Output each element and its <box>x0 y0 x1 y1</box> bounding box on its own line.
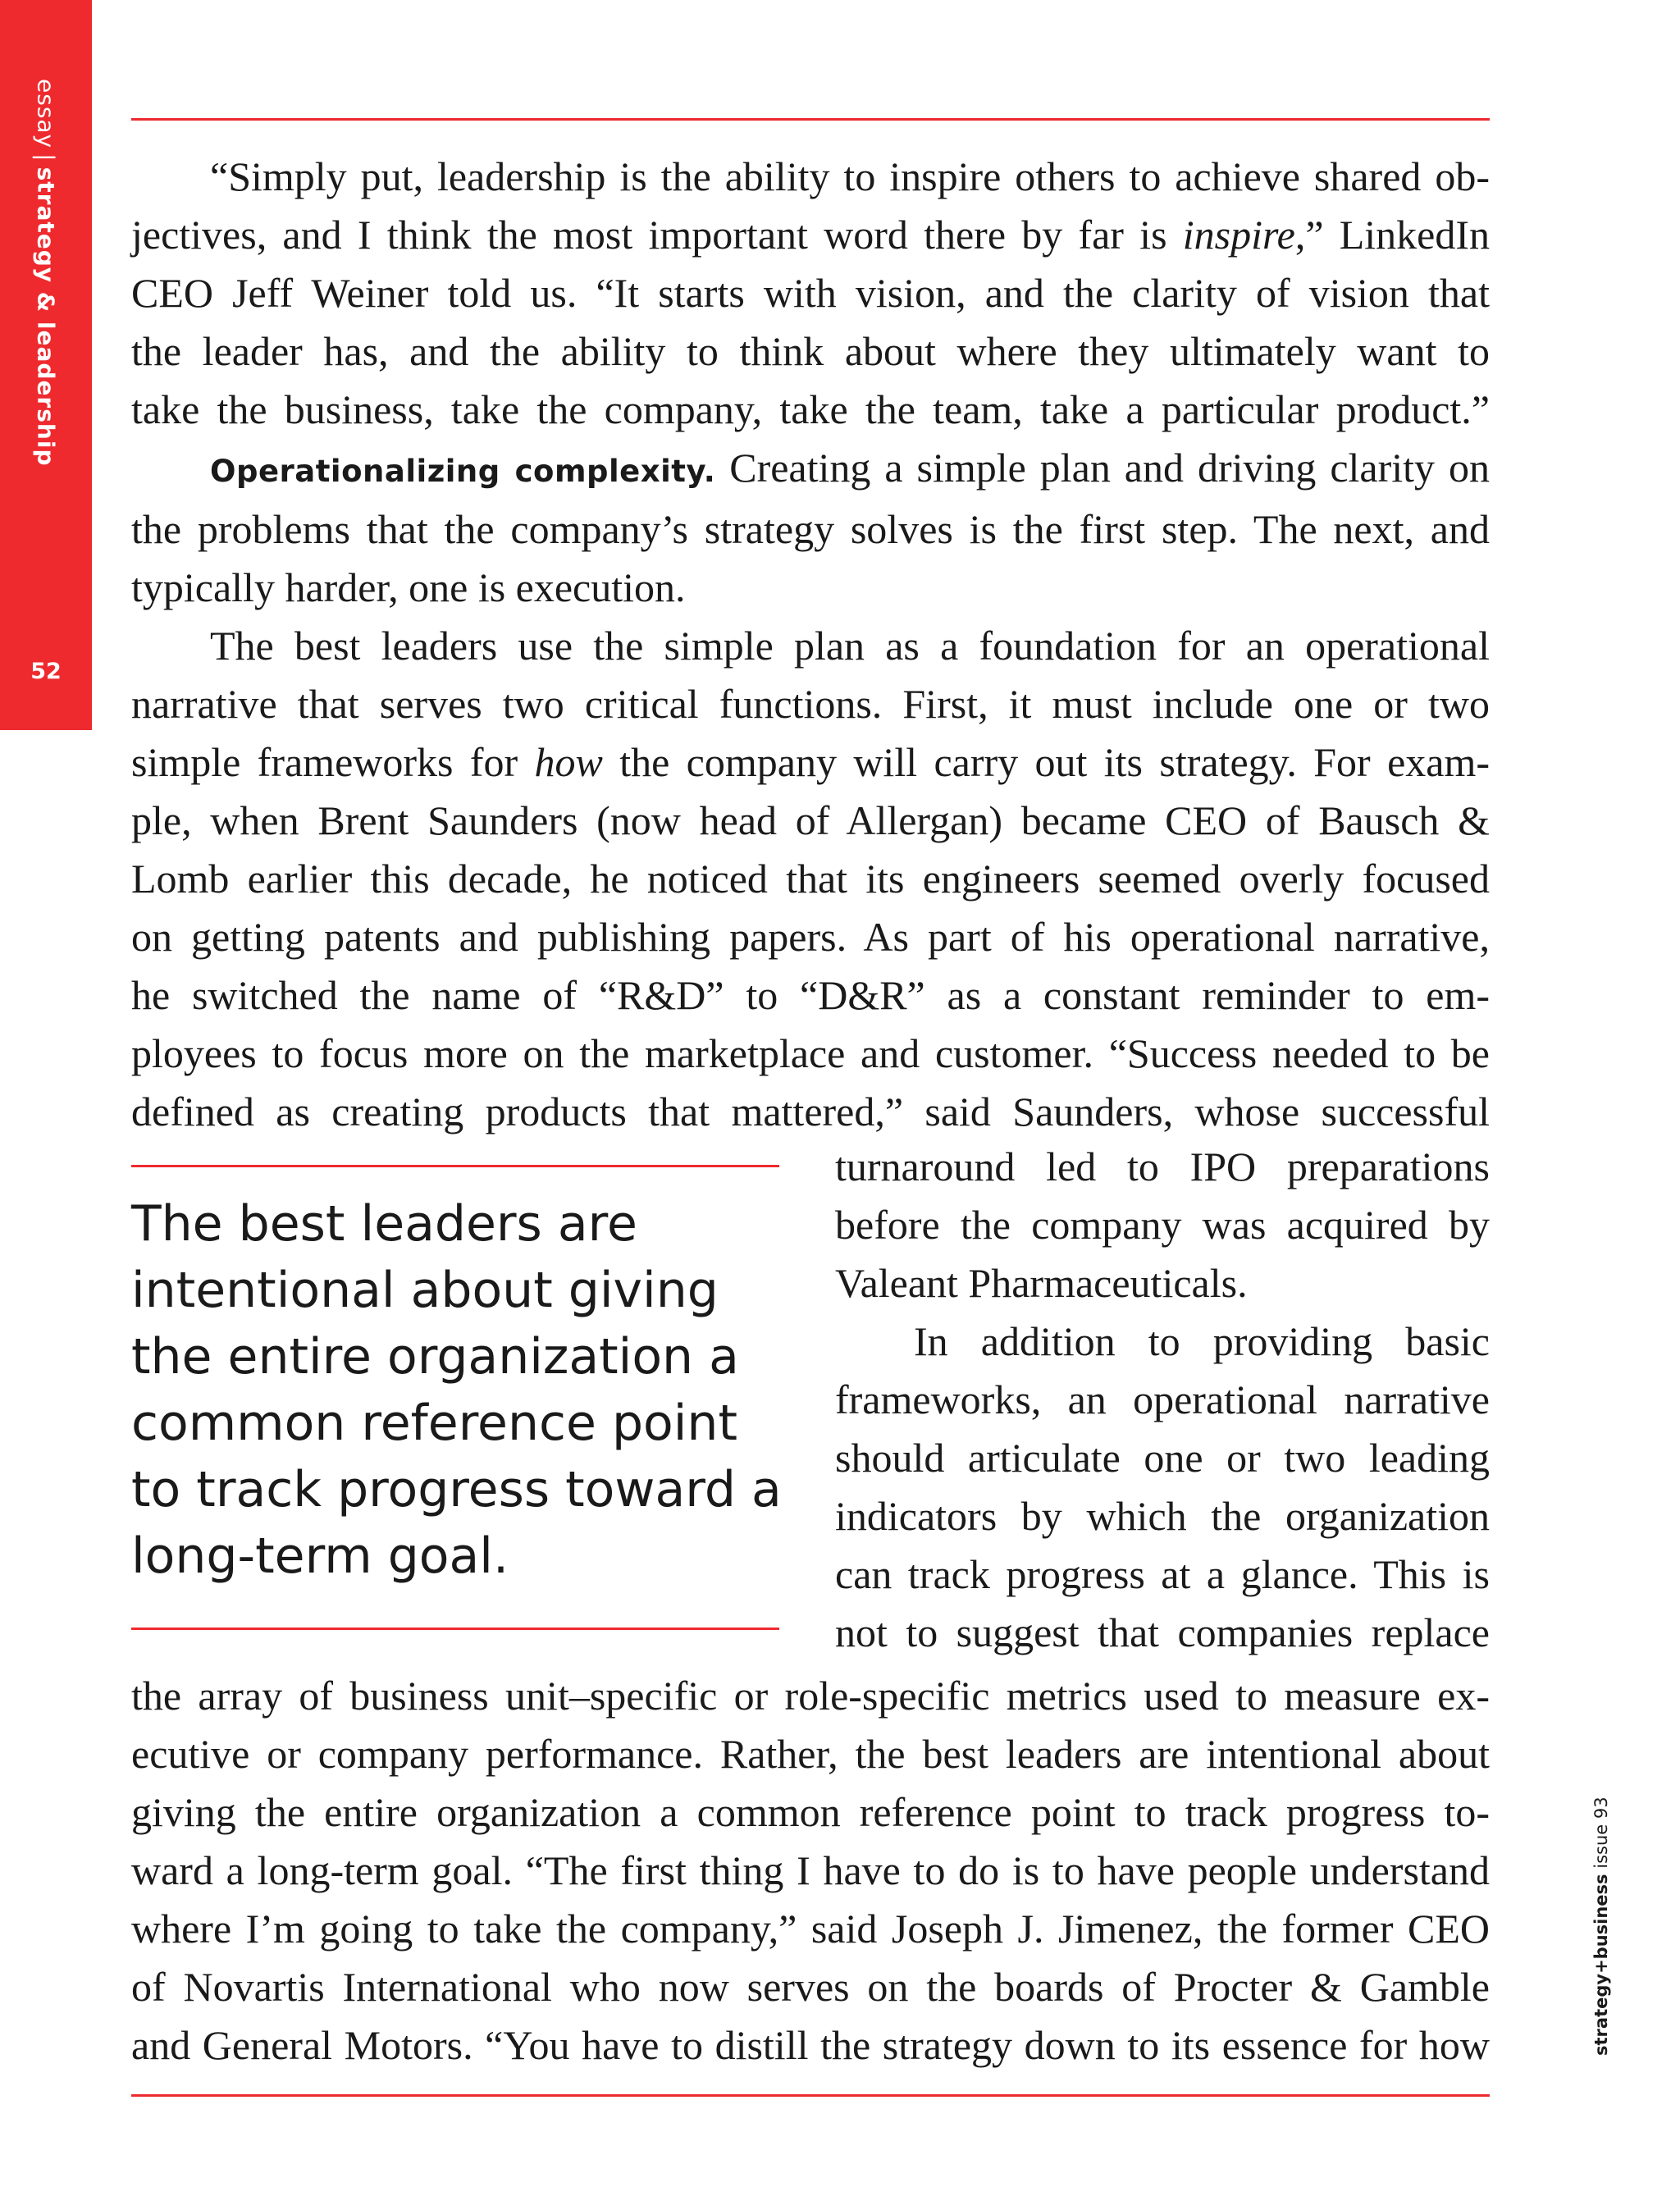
pull-quote-line: the entire organization a <box>131 1328 739 1386</box>
section-separator: | <box>32 153 60 162</box>
publication-name: strategy+business <box>1591 1874 1611 2056</box>
body-line: CEO Jeff Weiner told us. “It starts with vision, and the clarity of vision that <box>131 270 1490 316</box>
body-line: Valeant Pharmaceuticals. <box>835 1260 1248 1306</box>
pull-quote-line: to track progress toward a <box>131 1461 782 1518</box>
body-line: ple, when Brent Saunders (now head of Allergan) became CEO of Bausch & <box>131 797 1490 843</box>
body-line: indicators by which the organization <box>835 1493 1490 1539</box>
body-line: before the company was acquired by <box>835 1202 1490 1248</box>
body-line: simple frameworks for how the company will carry out its strategy. For exam- <box>131 739 1490 785</box>
body-line: jectives, and I think the most important word there by far is inspire,” LinkedIn <box>131 212 1491 258</box>
bottom-rule <box>131 2094 1490 2097</box>
body-line: “Simply put, leadership is the ability to inspire others to achieve shared ob- <box>210 153 1490 199</box>
top-rule <box>131 118 1490 121</box>
body-line: Lomb earlier this decade, he noticed that its engineers seemed overly focused <box>131 856 1490 902</box>
article-body-bottom <box>131 1667 1490 2075</box>
section-category: essay <box>32 79 60 149</box>
publication-label <box>1591 1796 1611 2056</box>
subhead: Operationalizing complexity. <box>210 454 716 489</box>
body-line: frameworks, an operational narrative <box>835 1376 1490 1422</box>
body-line: on getting patents and publishing papers. As part of his operational narrative, <box>131 914 1490 960</box>
pull-quote-line: long-term goal. <box>131 1527 509 1585</box>
issue-number: issue 93 <box>1591 1796 1611 1869</box>
body-line: the array of business unit–specific or role-specific metrics used to measure ex- <box>131 1673 1490 1719</box>
page-number: 52 <box>30 659 62 684</box>
body-line: the problems that the company’s strategy solves is the first step. The next, and <box>131 506 1490 552</box>
pull-quote-line: The best leaders are <box>131 1195 637 1253</box>
body-line: take the business, take the company, take the team, take a particular product.” <box>131 386 1490 432</box>
body-line: not to suggest that companies replace <box>835 1609 1490 1655</box>
subhead-line: Operationalizing complexity. Creating a simple plan and driving clarity on <box>210 445 1490 491</box>
body-line: should articulate one or two leading <box>835 1435 1490 1481</box>
body-line: The best leaders use the simple plan as a foundation for an operational <box>210 623 1490 669</box>
article-body-top <box>131 148 1490 1141</box>
body-line: giving the entire organization a common reference point to track progress to- <box>131 1789 1490 1835</box>
body-line: turnaround led to IPO preparations <box>835 1144 1490 1189</box>
pull-quote-line: intentional about giving <box>131 1262 719 1319</box>
section-topic: strategy & leadership <box>32 167 60 467</box>
body-line: ecutive or company performance. Rather, the best leaders are intentional about <box>131 1731 1490 1777</box>
body-line: In addition to providing basic <box>914 1318 1490 1364</box>
article-body-narrow <box>835 1138 1490 1662</box>
section-label <box>33 79 60 466</box>
body-line: defined as creating products that mattered,” said Saunders, whose successful <box>131 1089 1490 1134</box>
pull-quote <box>131 1191 788 1590</box>
pull-quote-top-rule <box>131 1165 779 1167</box>
pull-quote-bottom-rule <box>131 1628 779 1630</box>
body-line: and General Motors. “You have to distill the strategy down to its essence for how <box>131 2022 1490 2068</box>
body-line: can track progress at a glance. This is <box>835 1551 1490 1597</box>
body-line: of Novartis International who now serves on the boards of Procter & Gamble <box>131 1964 1490 2010</box>
body-line: narrative that serves two critical functions. First, it must include one or two <box>131 681 1490 727</box>
body-line: he switched the name of “R&D” to “D&R” as a constant reminder to em- <box>131 972 1490 1018</box>
pull-quote-line: common reference point <box>131 1395 737 1452</box>
body-line: ployees to focus more on the marketplace and customer. “Success needed to be <box>131 1030 1490 1076</box>
body-line: typically harder, one is execution. <box>131 564 686 610</box>
body-line: the leader has, and the ability to think about where they ultimately want to <box>131 328 1490 374</box>
body-line: where I’m going to take the company,” said Joseph J. Jimenez, the former CEO <box>131 1906 1490 1952</box>
body-line: ward a long-term goal. “The first thing I have to do is to have people understand <box>131 1847 1490 1893</box>
